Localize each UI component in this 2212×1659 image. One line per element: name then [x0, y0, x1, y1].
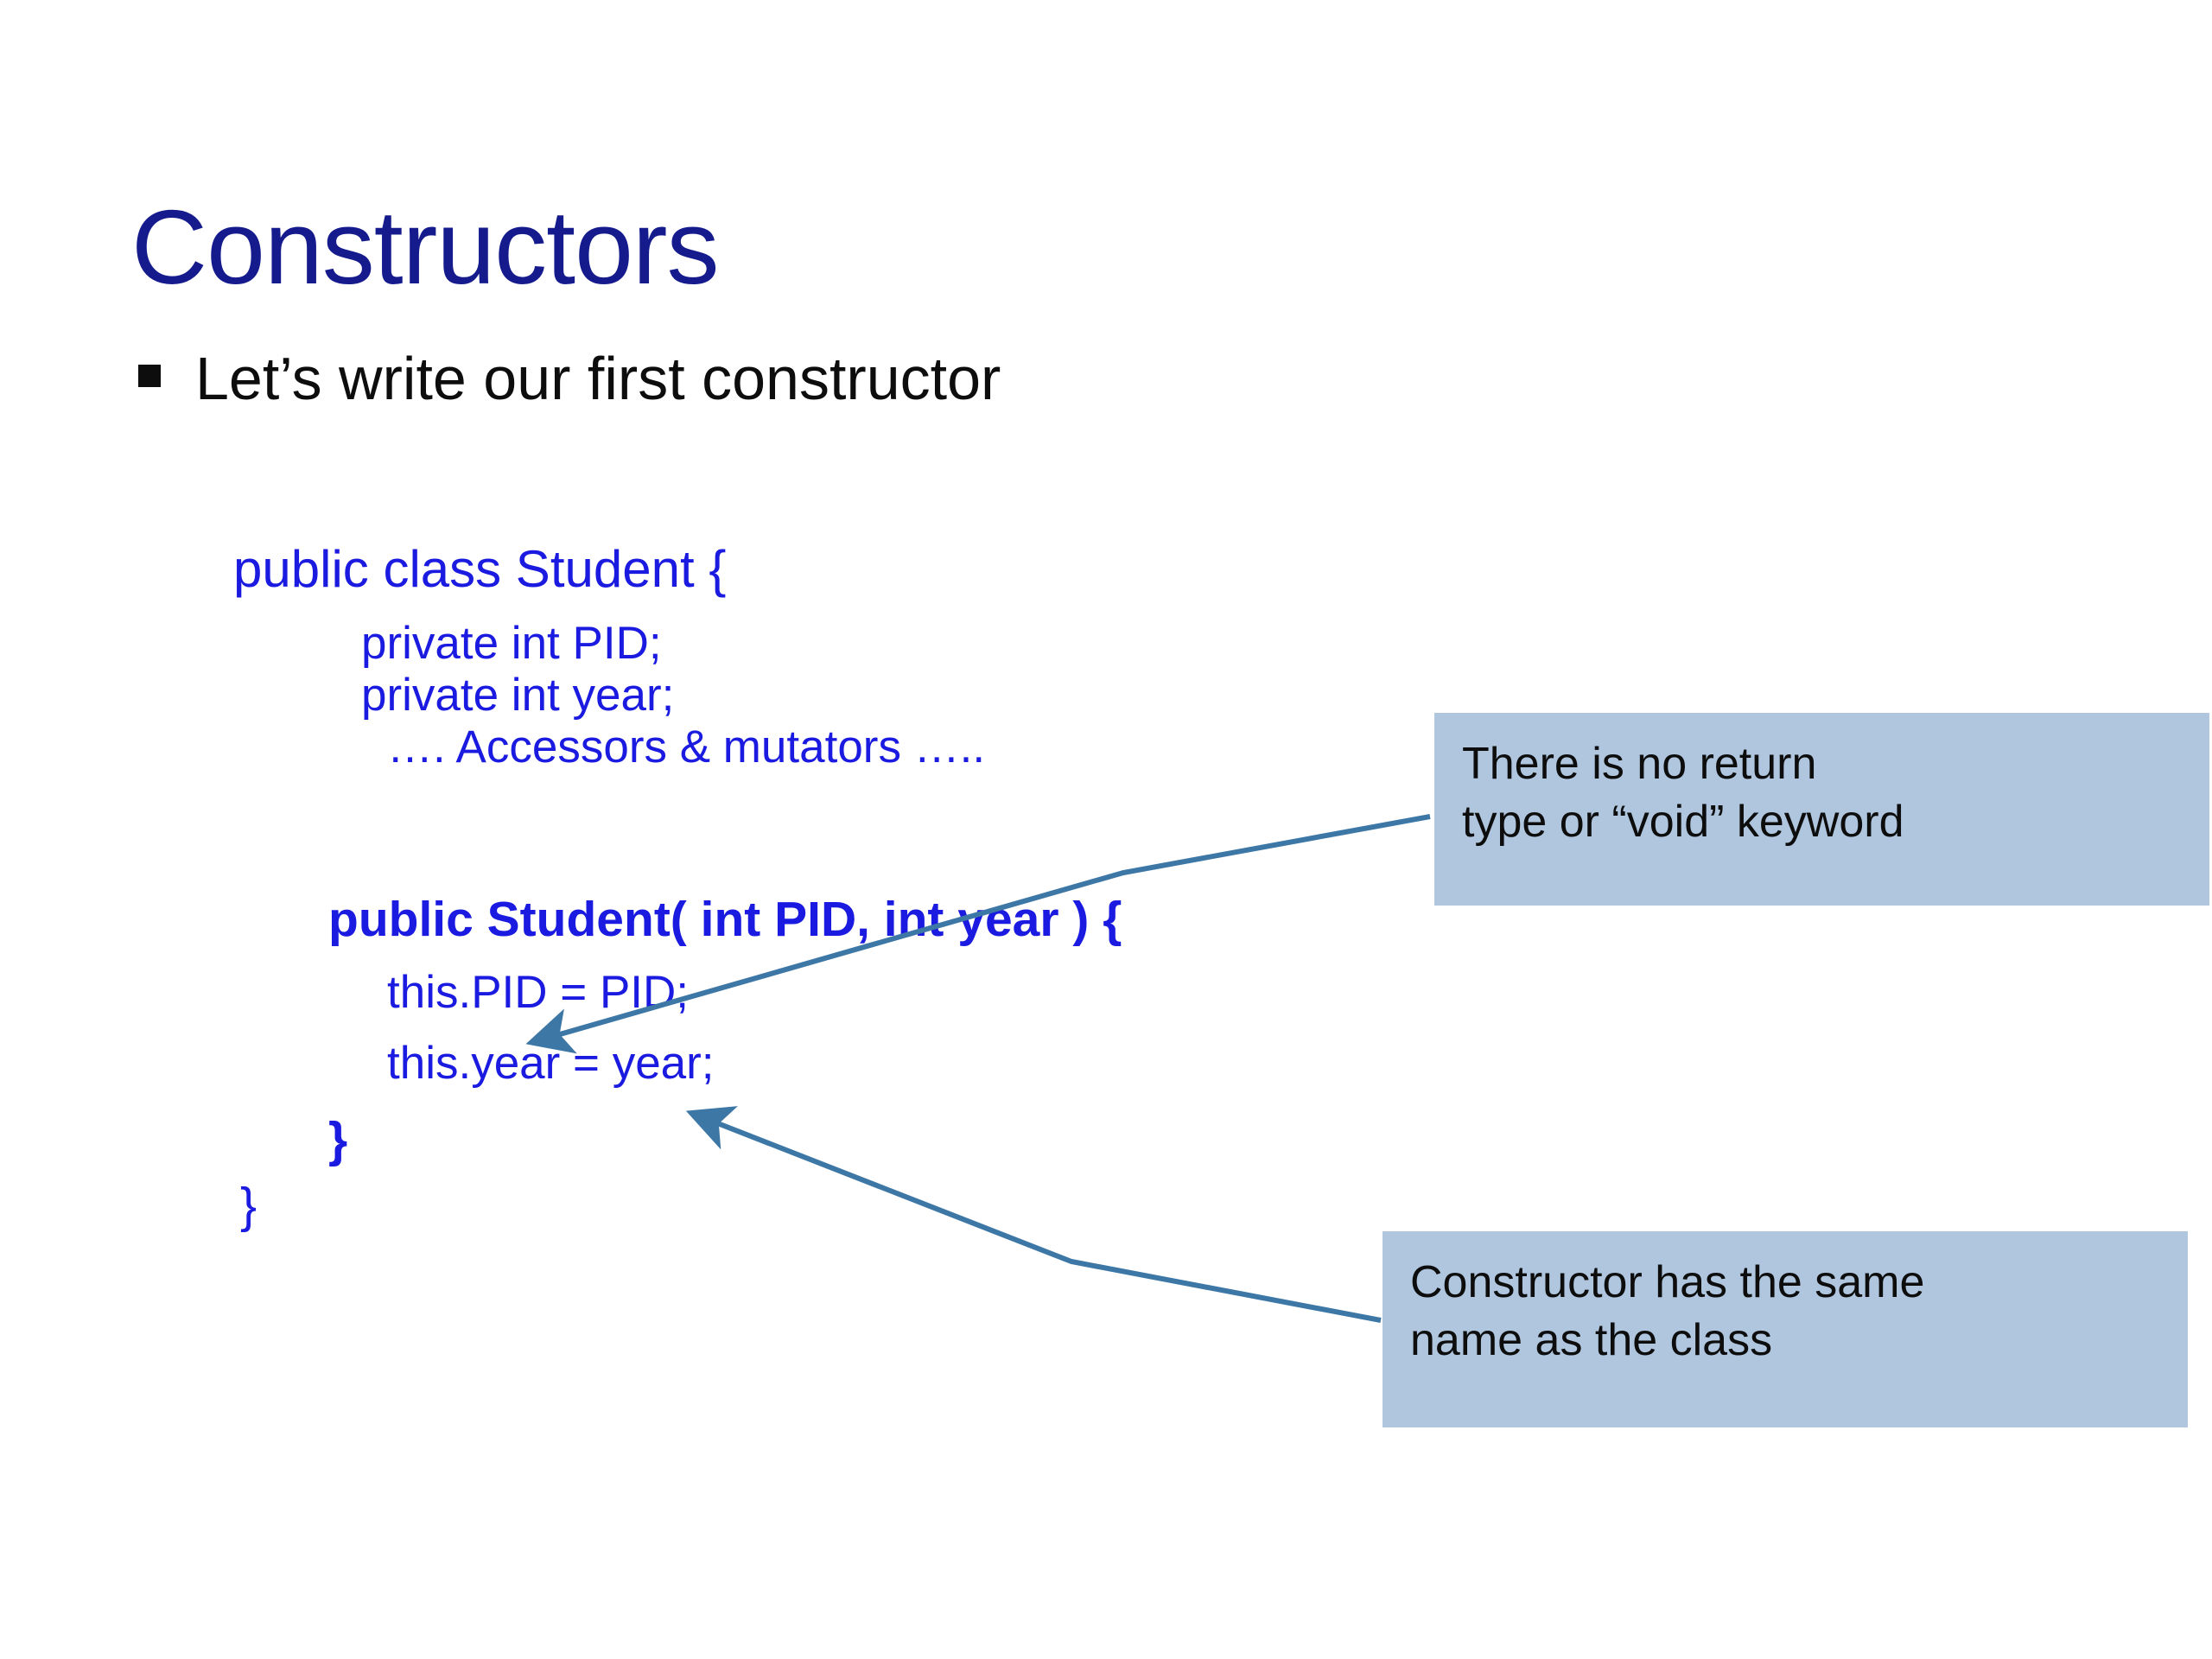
code-line: public Student( int PID, int year ) { — [328, 892, 1122, 948]
square-bullet-icon — [138, 365, 161, 387]
code-line: this.PID = PID; — [387, 966, 690, 1018]
callout-line: There is no return — [1462, 739, 1817, 789]
callout-no-return-type — [1434, 713, 2209, 906]
callout-line: Constructor has the same — [1410, 1257, 1925, 1307]
code-line: } — [240, 1177, 257, 1233]
bullet-item-label: Let’s write our first constructor — [195, 345, 1001, 412]
callout-line: name as the class — [1410, 1314, 1773, 1365]
code-line: this.year = year; — [387, 1037, 715, 1089]
callout-same-name-as-class — [1382, 1231, 2188, 1427]
code-line: …. Accessors & mutators ….. — [387, 721, 986, 772]
bullet-item — [138, 346, 1001, 412]
code-line: } — [328, 1111, 348, 1167]
code-line: public class Student { — [233, 540, 727, 598]
callout-line: type or “void” keyword — [1462, 796, 1904, 847]
code-line: private int year; — [361, 669, 675, 721]
code-block — [233, 540, 1122, 1233]
page-title: Constructors — [131, 188, 719, 306]
code-line: private int PID; — [361, 617, 662, 669]
